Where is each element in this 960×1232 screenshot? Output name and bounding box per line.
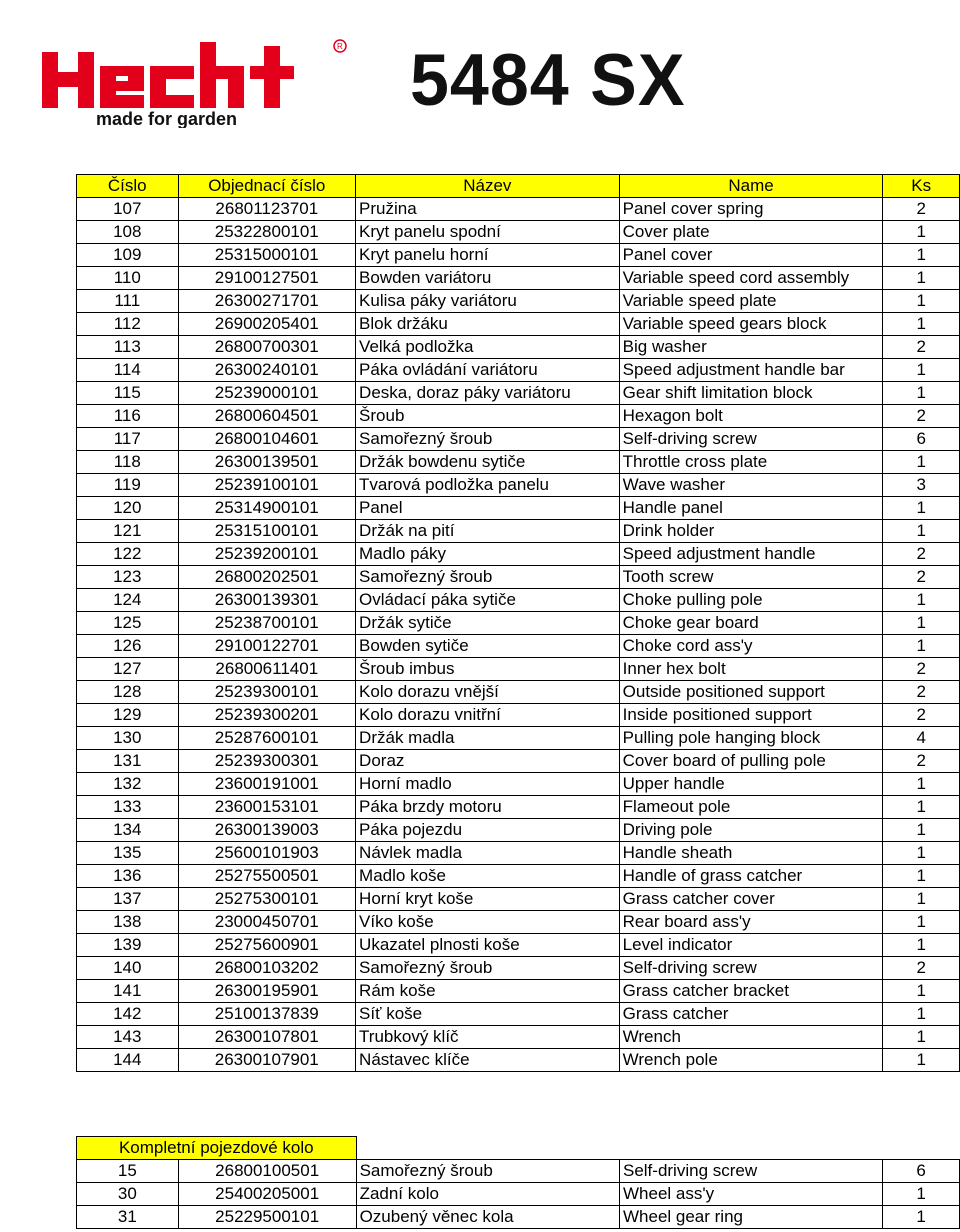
part-number: 112 [77, 313, 179, 336]
order-number: 26300107901 [178, 1049, 356, 1072]
order-number: 26800100501 [178, 1160, 356, 1183]
part-name-en: Handle panel [619, 497, 883, 520]
quantity: 1 [883, 290, 960, 313]
quantity: 1 [883, 1183, 960, 1206]
part-name-cz: Samořezný šroub [356, 428, 620, 451]
table-row [77, 520, 960, 543]
part-name-en: Cover plate [619, 221, 883, 244]
part-name-cz: Madlo páky [356, 543, 620, 566]
part-name-en: Upper handle [619, 773, 883, 796]
part-number: 15 [77, 1160, 179, 1183]
part-name-en: Wheel gear ring [619, 1206, 882, 1229]
wheel-parts-table [76, 1136, 960, 1229]
quantity: 1 [883, 911, 960, 934]
quantity: 2 [883, 704, 960, 727]
quantity: 1 [883, 382, 960, 405]
quantity: 1 [883, 865, 960, 888]
part-name-en: Choke pulling pole [619, 589, 883, 612]
part-name-cz: Samořezný šroub [356, 1160, 619, 1183]
table-row [77, 313, 960, 336]
order-number: 25275300101 [178, 888, 356, 911]
part-number: 131 [77, 750, 179, 773]
part-name-cz: Páka pojezdu [356, 819, 620, 842]
order-number: 25229500101 [178, 1206, 356, 1229]
part-name-cz: Blok držáku [356, 313, 620, 336]
part-name-en: Grass catcher bracket [619, 980, 883, 1003]
part-number: 116 [77, 405, 179, 428]
part-name-en: Wheel ass'y [619, 1183, 882, 1206]
quantity: 3 [883, 474, 960, 497]
quantity: 1 [883, 520, 960, 543]
part-name-en: Panel cover spring [619, 198, 883, 221]
quantity: 1 [883, 796, 960, 819]
table-row [77, 911, 960, 934]
part-name-en: Outside positioned support [619, 681, 883, 704]
quantity: 2 [883, 750, 960, 773]
part-name-cz: Kolo dorazu vnější [356, 681, 620, 704]
table-row [77, 589, 960, 612]
part-name-cz: Samořezný šroub [356, 957, 620, 980]
col-header-number: Číslo [77, 175, 179, 198]
order-number: 26800700301 [178, 336, 356, 359]
order-number: 25239100101 [178, 474, 356, 497]
part-number: 132 [77, 773, 179, 796]
order-number: 26900205401 [178, 313, 356, 336]
table-row [77, 382, 960, 405]
order-number: 25100137839 [178, 1003, 356, 1026]
order-number: 25287600101 [178, 727, 356, 750]
order-number: 26800202501 [178, 566, 356, 589]
quantity: 4 [883, 727, 960, 750]
part-number: 139 [77, 934, 179, 957]
table-row [77, 888, 960, 911]
part-name-cz: Držák madla [356, 727, 620, 750]
part-number: 129 [77, 704, 179, 727]
part-number: 140 [77, 957, 179, 980]
part-name-en: Flameout pole [619, 796, 883, 819]
order-number: 25600101903 [178, 842, 356, 865]
order-number: 23600153101 [178, 796, 356, 819]
part-name-cz: Horní kryt koše [356, 888, 620, 911]
quantity: 1 [883, 1003, 960, 1026]
order-number: 25239300301 [178, 750, 356, 773]
table-row [77, 543, 960, 566]
table-row [77, 267, 960, 290]
part-number: 109 [77, 244, 179, 267]
part-name-en: Self-driving screw [619, 957, 883, 980]
order-number: 25275600901 [178, 934, 356, 957]
table-row [77, 980, 960, 1003]
part-name-cz: Návlek madla [356, 842, 620, 865]
quantity: 1 [883, 842, 960, 865]
part-number: 138 [77, 911, 179, 934]
part-name-en: Panel cover [619, 244, 883, 267]
part-name-en: Wave washer [619, 474, 883, 497]
order-number: 25239300101 [178, 681, 356, 704]
part-number: 107 [77, 198, 179, 221]
table-row [77, 957, 960, 980]
part-name-cz: Síť koše [356, 1003, 620, 1026]
part-name-cz: Držák sytiče [356, 612, 620, 635]
quantity: 1 [883, 589, 960, 612]
table-row [77, 428, 960, 451]
part-name-cz: Samořezný šroub [356, 566, 620, 589]
table-row [77, 681, 960, 704]
part-number: 125 [77, 612, 179, 635]
quantity: 6 [883, 428, 960, 451]
quantity: 2 [883, 566, 960, 589]
part-name-cz: Horní madlo [356, 773, 620, 796]
order-number: 29100127501 [178, 267, 356, 290]
part-name-en: Wrench pole [619, 1049, 883, 1072]
order-number: 25239200101 [178, 543, 356, 566]
table-row [77, 474, 960, 497]
part-name-cz: Rám koše [356, 980, 620, 1003]
part-name-cz: Páka ovládání variátoru [356, 359, 620, 382]
table-row [77, 336, 960, 359]
table-row [77, 497, 960, 520]
part-number: 120 [77, 497, 179, 520]
table-row [77, 865, 960, 888]
wheel-table-title-row [77, 1137, 960, 1160]
order-number: 25239000101 [178, 382, 356, 405]
part-name-en: Tooth screw [619, 566, 883, 589]
table-row [77, 290, 960, 313]
part-number: 127 [77, 658, 179, 681]
part-name-cz: Šroub imbus [356, 658, 620, 681]
part-number: 115 [77, 382, 179, 405]
col-header-name-en: Name [619, 175, 883, 198]
part-number: 121 [77, 520, 179, 543]
table-row [77, 198, 960, 221]
part-name-cz: Ovládací páka sytiče [356, 589, 620, 612]
table-row [77, 1003, 960, 1026]
order-number: 25239300201 [178, 704, 356, 727]
quantity: 1 [883, 1026, 960, 1049]
order-number: 26801123701 [178, 198, 356, 221]
table-row [77, 773, 960, 796]
quantity: 1 [883, 819, 960, 842]
col-header-qty: Ks [883, 175, 960, 198]
part-name-en: Variable speed gears block [619, 313, 883, 336]
model-title: 5484 SX [410, 39, 686, 121]
quantity: 1 [883, 773, 960, 796]
part-name-cz: Držák na pití [356, 520, 620, 543]
hecht-logo [40, 38, 350, 128]
part-number: 110 [77, 267, 179, 290]
col-header-name-cz: Název [356, 175, 620, 198]
part-name-cz: Ozubený věnec kola [356, 1206, 619, 1229]
part-name-en: Big washer [619, 336, 883, 359]
order-number: 26300271701 [178, 290, 356, 313]
quantity: 6 [883, 1160, 960, 1183]
part-number: 136 [77, 865, 179, 888]
table-row [77, 819, 960, 842]
table-row [77, 704, 960, 727]
order-number: 25315000101 [178, 244, 356, 267]
part-number: 111 [77, 290, 179, 313]
part-name-en: Rear board ass'y [619, 911, 883, 934]
part-name-cz: Víko koše [356, 911, 620, 934]
part-name-en: Grass catcher [619, 1003, 883, 1026]
part-number: 143 [77, 1026, 179, 1049]
table-row [77, 612, 960, 635]
table-row [77, 1160, 960, 1183]
part-name-en: Speed adjustment handle bar [619, 359, 883, 382]
quantity: 2 [883, 543, 960, 566]
svg-text:made for garden: made for garden [96, 109, 238, 128]
table-row [77, 1026, 960, 1049]
part-number: 124 [77, 589, 179, 612]
part-number: 134 [77, 819, 179, 842]
table-row [77, 405, 960, 428]
quantity: 1 [883, 451, 960, 474]
part-name-cz: Velká podložka [356, 336, 620, 359]
table-row [77, 451, 960, 474]
parts-table-header [77, 175, 960, 198]
quantity: 1 [883, 359, 960, 382]
part-number: 30 [77, 1183, 179, 1206]
order-number: 26300139301 [178, 589, 356, 612]
part-name-en: Pulling pole hanging block [619, 727, 883, 750]
part-name-cz: Trubkový klíč [356, 1026, 620, 1049]
quantity: 2 [883, 658, 960, 681]
part-name-en: Driving pole [619, 819, 883, 842]
part-name-en: Handle of grass catcher [619, 865, 883, 888]
order-number: 26300139501 [178, 451, 356, 474]
part-number: 123 [77, 566, 179, 589]
order-number: 23000450701 [178, 911, 356, 934]
part-name-cz: Doraz [356, 750, 620, 773]
quantity: 1 [883, 313, 960, 336]
part-number: 137 [77, 888, 179, 911]
part-name-cz: Kulisa páky variátoru [356, 290, 620, 313]
part-number: 122 [77, 543, 179, 566]
svg-text:R: R [337, 42, 343, 51]
part-number: 31 [77, 1206, 179, 1229]
part-number: 128 [77, 681, 179, 704]
table-row [77, 359, 960, 382]
quantity: 2 [883, 198, 960, 221]
table-row [77, 566, 960, 589]
table-row [77, 221, 960, 244]
part-number: 118 [77, 451, 179, 474]
table-row [77, 658, 960, 681]
part-name-cz: Nástavec klíče [356, 1049, 620, 1072]
part-name-cz: Deska, doraz páky variátoru [356, 382, 620, 405]
parts-table [76, 174, 960, 1072]
part-name-en: Choke cord ass'y [619, 635, 883, 658]
part-name-cz: Bowden variátoru [356, 267, 620, 290]
order-number: 26800611401 [178, 658, 356, 681]
col-header-order-number: Objednací číslo [178, 175, 356, 198]
part-name-en: Hexagon bolt [619, 405, 883, 428]
order-number: 23600191001 [178, 773, 356, 796]
part-name-cz: Kryt panelu spodní [356, 221, 620, 244]
order-number: 26800104601 [178, 428, 356, 451]
quantity: 1 [883, 244, 960, 267]
order-number: 25314900101 [178, 497, 356, 520]
part-name-cz: Ukazatel plnosti koše [356, 934, 620, 957]
order-number: 26300195901 [178, 980, 356, 1003]
part-name-en: Choke gear board [619, 612, 883, 635]
part-name-cz: Bowden sytiče [356, 635, 620, 658]
part-name-en: Drink holder [619, 520, 883, 543]
quantity: 1 [883, 888, 960, 911]
part-name-cz: Madlo koše [356, 865, 620, 888]
quantity: 2 [883, 681, 960, 704]
wheel-table-title: Kompletní pojezdové kolo [77, 1137, 357, 1160]
quantity: 2 [883, 957, 960, 980]
part-name-cz: Kolo dorazu vnitřní [356, 704, 620, 727]
order-number: 26800103202 [178, 957, 356, 980]
part-number: 113 [77, 336, 179, 359]
part-name-en: Self-driving screw [619, 428, 883, 451]
order-number: 25322800101 [178, 221, 356, 244]
quantity: 1 [883, 934, 960, 957]
part-name-en: Variable speed plate [619, 290, 883, 313]
part-name-en: Variable speed cord assembly [619, 267, 883, 290]
order-number: 25315100101 [178, 520, 356, 543]
table-row [77, 1183, 960, 1206]
order-number: 26300240101 [178, 359, 356, 382]
part-name-en: Cover board of pulling pole [619, 750, 883, 773]
part-name-cz: Tvarová podložka panelu [356, 474, 620, 497]
part-name-cz: Páka brzdy motoru [356, 796, 620, 819]
part-number: 144 [77, 1049, 179, 1072]
part-name-cz: Panel [356, 497, 620, 520]
part-number: 117 [77, 428, 179, 451]
table-row [77, 934, 960, 957]
part-name-en: Grass catcher cover [619, 888, 883, 911]
quantity: 2 [883, 405, 960, 428]
part-number: 141 [77, 980, 179, 1003]
order-number: 25400205001 [178, 1183, 356, 1206]
part-number: 135 [77, 842, 179, 865]
order-number: 26300139003 [178, 819, 356, 842]
quantity: 1 [883, 1206, 960, 1229]
table-row [77, 750, 960, 773]
part-name-en: Level indicator [619, 934, 883, 957]
part-name-en: Throttle cross plate [619, 451, 883, 474]
part-name-en: Gear shift limitation block [619, 382, 883, 405]
part-number: 114 [77, 359, 179, 382]
part-number: 142 [77, 1003, 179, 1026]
part-name-cz: Zadní kolo [356, 1183, 619, 1206]
order-number: 29100122701 [178, 635, 356, 658]
table-row [77, 842, 960, 865]
part-name-en: Handle sheath [619, 842, 883, 865]
part-number: 108 [77, 221, 179, 244]
part-name-cz: Držák bowdenu sytiče [356, 451, 620, 474]
quantity: 1 [883, 612, 960, 635]
order-number: 25275500501 [178, 865, 356, 888]
quantity: 1 [883, 1049, 960, 1072]
quantity: 1 [883, 221, 960, 244]
part-number: 119 [77, 474, 179, 497]
quantity: 1 [883, 635, 960, 658]
part-name-cz: Šroub [356, 405, 620, 428]
order-number: 25238700101 [178, 612, 356, 635]
order-number: 26300107801 [178, 1026, 356, 1049]
part-name-cz: Kryt panelu horní [356, 244, 620, 267]
order-number: 26800604501 [178, 405, 356, 428]
part-name-en: Speed adjustment handle [619, 543, 883, 566]
quantity: 1 [883, 267, 960, 290]
part-name-cz: Pružina [356, 198, 620, 221]
table-row [77, 796, 960, 819]
part-name-en: Self-driving screw [619, 1160, 882, 1183]
part-name-en: Inside positioned support [619, 704, 883, 727]
table-row [77, 1206, 960, 1229]
table-row [77, 1049, 960, 1072]
table-row [77, 635, 960, 658]
part-name-en: Wrench [619, 1026, 883, 1049]
part-number: 133 [77, 796, 179, 819]
part-number: 130 [77, 727, 179, 750]
part-number: 126 [77, 635, 179, 658]
quantity: 1 [883, 980, 960, 1003]
table-row [77, 244, 960, 267]
quantity: 2 [883, 336, 960, 359]
part-name-en: Inner hex bolt [619, 658, 883, 681]
table-row [77, 727, 960, 750]
quantity: 1 [883, 497, 960, 520]
